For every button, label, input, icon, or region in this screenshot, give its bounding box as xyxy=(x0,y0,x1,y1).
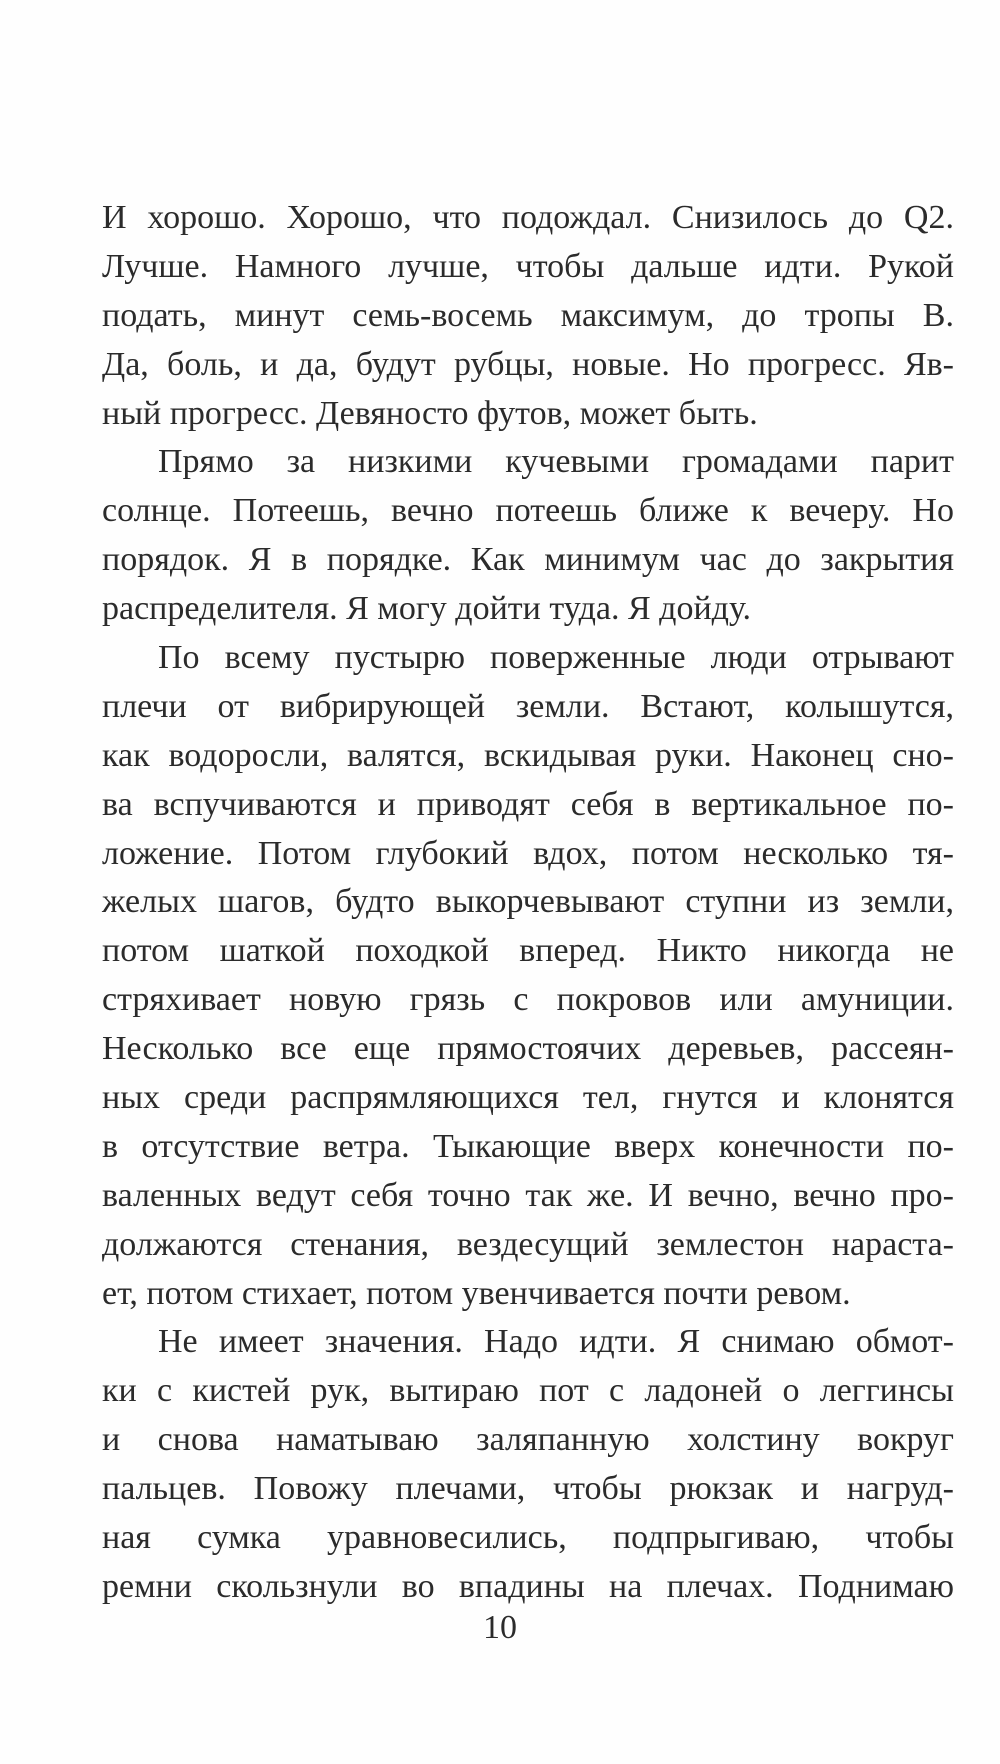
text-line: ная сумка уравновесились, подпрыгиваю, чтобы xyxy=(102,1519,954,1557)
text-line: валенных ведут себя точно так же. И вечно, вечно про- xyxy=(102,1176,954,1214)
text-line: распределителя. Я могу дойти туда. Я дойду. xyxy=(102,590,752,628)
text-line: Несколько все еще прямостоячих деревьев, рассеян- xyxy=(102,1030,954,1068)
text-line: в отсутствие ветра. Тыкающие вверх конечности по- xyxy=(102,1127,954,1165)
body-text xyxy=(102,194,954,1612)
text-line: и снова наматываю заляпанную холстину вокруг xyxy=(102,1421,954,1459)
text-line: как водоросли, валятся, вскидывая руки. Наконец сно- xyxy=(102,736,954,774)
text-line: Да, боль, и да, будут рубцы, новые. Но прогресс. Яв- xyxy=(102,345,954,383)
text-line: ложение. Потом глубокий вдох, потом несколько тя- xyxy=(102,834,954,872)
text-line: ремни скользнули во впадины на плечах. Поднимаю xyxy=(102,1567,954,1605)
text-line: должаются стенания, вездесущий землестон нараста- xyxy=(102,1225,954,1263)
text-line: ки с кистей рук, вытираю пот с ладоней о леггинсы xyxy=(102,1372,954,1410)
page-number: 10 xyxy=(483,1609,517,1646)
text-line: Прямо за низкими кучевыми громадами парит xyxy=(158,443,954,481)
text-line: порядок. Я в порядке. Как минимум час до закрытия xyxy=(102,541,954,579)
text-line: И хорошо. Хорошо, что подождал. Снизилось до Q2. xyxy=(102,199,954,236)
text-line: По всему пустырю поверженные люди отрывают xyxy=(158,639,954,677)
text-line: потом шаткой походкой вперед. Никто никогда не xyxy=(102,932,954,970)
text-line: плечи от вибрирующей земли. Встают, колышутся, xyxy=(102,687,954,725)
text-line: солнце. Потеешь, вечно потеешь ближе к вечеру. Но xyxy=(102,492,954,530)
text-line: стряхивает новую грязь с покровов или амуниции. xyxy=(102,981,954,1019)
text-line: Лучше. Намного лучше, чтобы дальше идти. Рукой xyxy=(102,247,954,285)
text-line: пальцев. Повожу плечами, чтобы рюкзак и нагруд- xyxy=(102,1470,954,1508)
text-line: ет, потом стихает, потом увенчивается почти ревом. xyxy=(102,1274,851,1312)
text-line: желых шагов, будто выкорчевывают ступни из земли, xyxy=(102,883,954,921)
text-line: ный прогресс. Девяносто футов, может быть. xyxy=(102,394,758,432)
text-line: ва вспучиваются и приводят себя в вертикальное по- xyxy=(102,785,954,823)
text-line: Не имеет значения. Надо идти. Я снимаю обмот- xyxy=(158,1323,954,1361)
text-line: ных среди распрямляющихся тел, гнутся и клонятся xyxy=(102,1079,954,1117)
text-line: подать, минут семь-восемь максимум, до тропы В. xyxy=(102,296,954,334)
